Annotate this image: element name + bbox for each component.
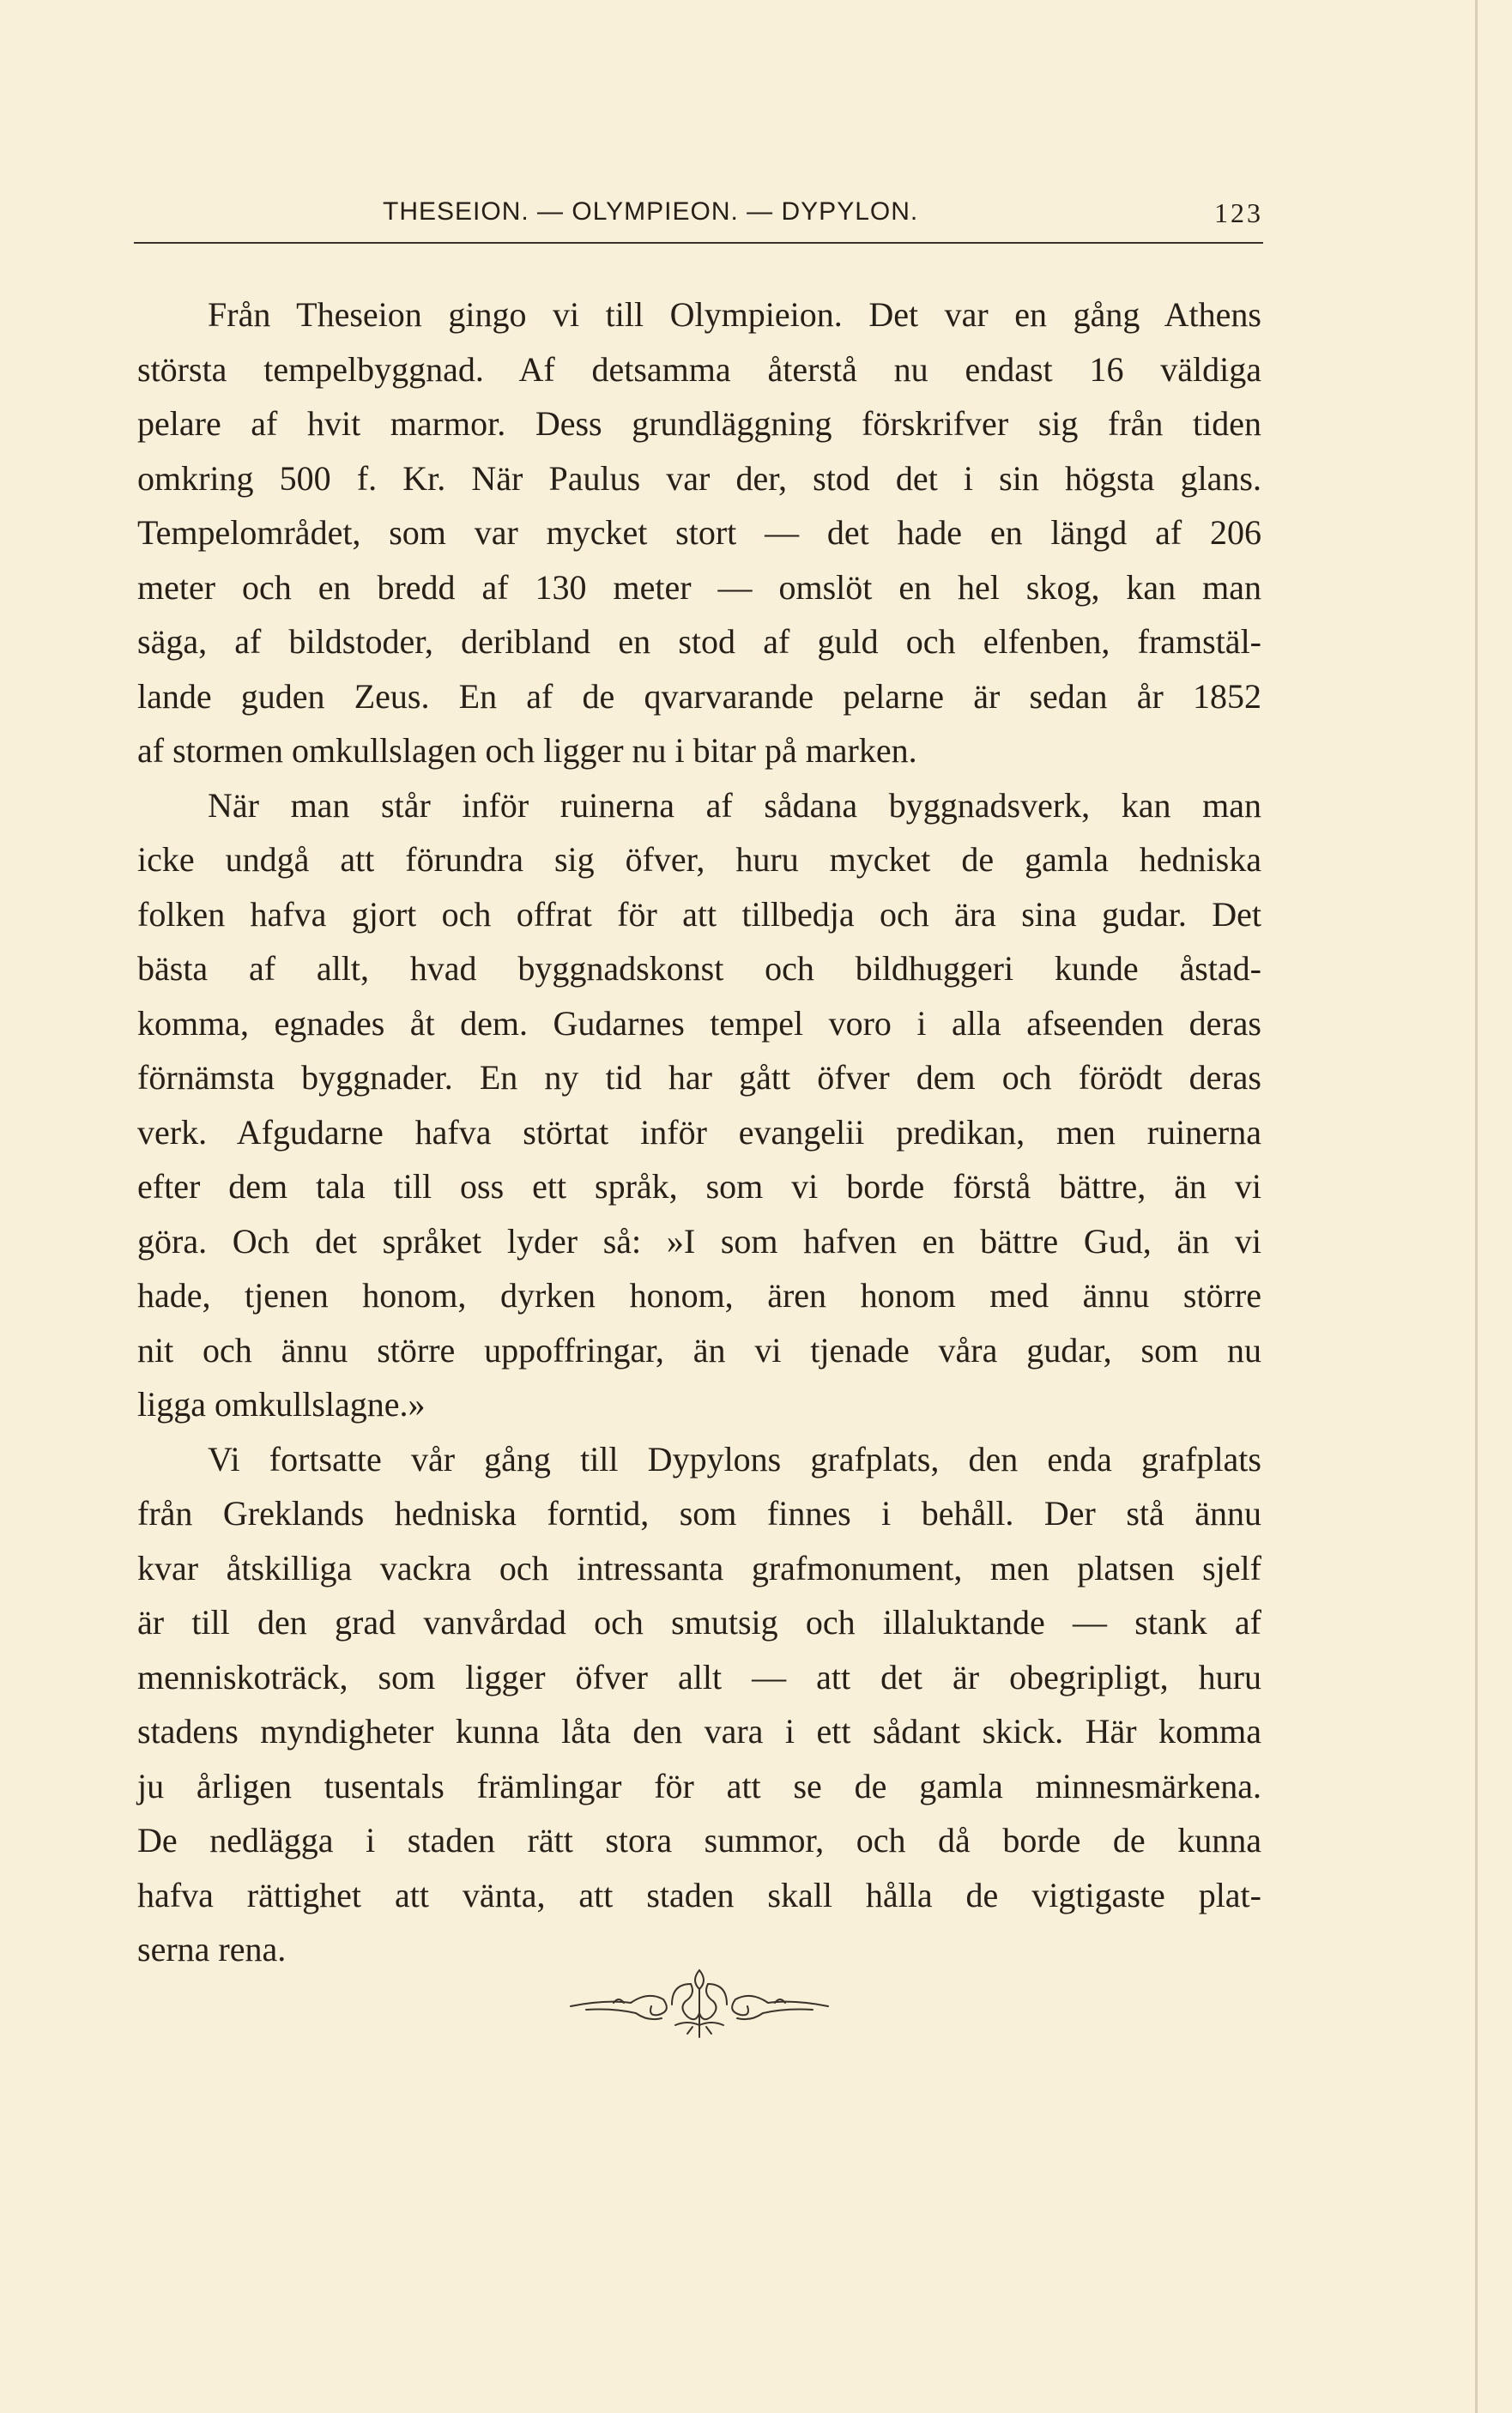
- page-edge: [1475, 0, 1478, 2413]
- text-line: största tempelbyggnad. Af detsamma återstå nu endast 16 väldiga: [137, 349, 1261, 389]
- text-line: förnämsta byggnader. En ny tid har gått öfver dem och förödt deras: [137, 1058, 1261, 1097]
- running-head: [134, 189, 1263, 244]
- text-line: bästa af allt, hvad byggnadskonst och bildhuggeri kunde åstad-: [137, 949, 1261, 988]
- text-line: ju årligen tusentals främlingar för att se de gamla minnesmärkena.: [137, 1766, 1261, 1805]
- text-line: pelare af hvit marmor. Dess grundläggning förskrifver sig från tiden: [137, 404, 1261, 443]
- text-line: ligga omkullslagne.»: [137, 1385, 426, 1424]
- text-line: komma, egnades åt dem. Gudarnes tempel voro i alla afseenden deras: [137, 1003, 1261, 1043]
- text-line: är till den grad vanvårdad och smutsig och illaluktande — stank af: [137, 1603, 1261, 1642]
- body-text: [137, 287, 1261, 1977]
- text-line: menniskoträck, som ligger öfver allt — att det är obegripligt, huru: [137, 1657, 1261, 1696]
- text-line: kvar åtskilliga vackra och intressanta grafmonument, men platsen sjelf: [137, 1548, 1261, 1588]
- text-line: När man står inför ruinerna af sådana byggnadsverk, kan man: [208, 785, 1261, 825]
- text-line: verk. Afgudarne hafva störtat inför evangelii predikan, men ruinerna: [137, 1112, 1261, 1152]
- text-line: efter dem tala till oss ett språk, som vi borde förstå bättre, än vi: [137, 1167, 1261, 1206]
- text-line: De nedlägga i staden rätt stora summor, och då borde de kunna: [137, 1821, 1261, 1860]
- text-line: serna rena.: [137, 1930, 287, 1968]
- text-line: folken hafva gjort och offrat för att tillbedja och ära sina gudar. Det: [137, 894, 1261, 934]
- text-line: hade, tjenen honom, dyrken honom, ären honom med ännu större: [137, 1276, 1261, 1315]
- text-line: stadens myndigheter kunna låta den vara i ett sådant skick. Här komma: [137, 1712, 1261, 1751]
- text-line: icke undgå att förundra sig öfver, huru mycket de gamla hedniska: [137, 840, 1261, 879]
- text-line: Från Theseion gingo vi till Olympieion. Det var en gång Athens: [208, 295, 1261, 334]
- text-line: lande guden Zeus. En af de qvarvarande pelarne är sedan år 1852: [137, 676, 1261, 716]
- text-line: Vi fortsatte vår gång till Dypylons grafplats, den enda grafplats: [208, 1439, 1261, 1479]
- ornament-icon: [562, 1965, 837, 2042]
- text-line: från Greklands hedniska forntid, som finnes i behåll. Der stå ännu: [137, 1494, 1261, 1533]
- running-head-title: THESEION. — OLYMPIEON. — DYPYLON.: [383, 197, 919, 226]
- text-line: meter och en bredd af 130 meter — omslöt en hel skog, kan man: [137, 567, 1261, 607]
- text-line: nit och ännu större uppoffringar, än vi tjenade våra gudar, som nu: [137, 1330, 1261, 1370]
- text-line: af stormen omkullslagen och ligger nu i bitar på marken.: [137, 731, 917, 770]
- text-line: hafva rättighet att vänta, att staden skall hålla de vigtigaste plat-: [137, 1875, 1261, 1914]
- text-line: göra. Och det språket lyder så: »I som hafven en bättre Gud, än vi: [137, 1221, 1261, 1261]
- text-line: Tempelområdet, som var mycket stort — det hade en längd af 206: [137, 513, 1261, 552]
- paragraph-olympieion: [137, 287, 1261, 778]
- paragraph-dypylon: [137, 1432, 1261, 1977]
- text-line: omkring 500 f. Kr. När Paulus var der, stod det i sin högsta glans.: [137, 458, 1261, 498]
- paragraph-ruins: [137, 778, 1261, 1432]
- page-number: 123: [1214, 197, 1263, 228]
- text-line: säga, af bildstoder, deribland en stod af guld och elfenben, framstäl-: [137, 622, 1261, 661]
